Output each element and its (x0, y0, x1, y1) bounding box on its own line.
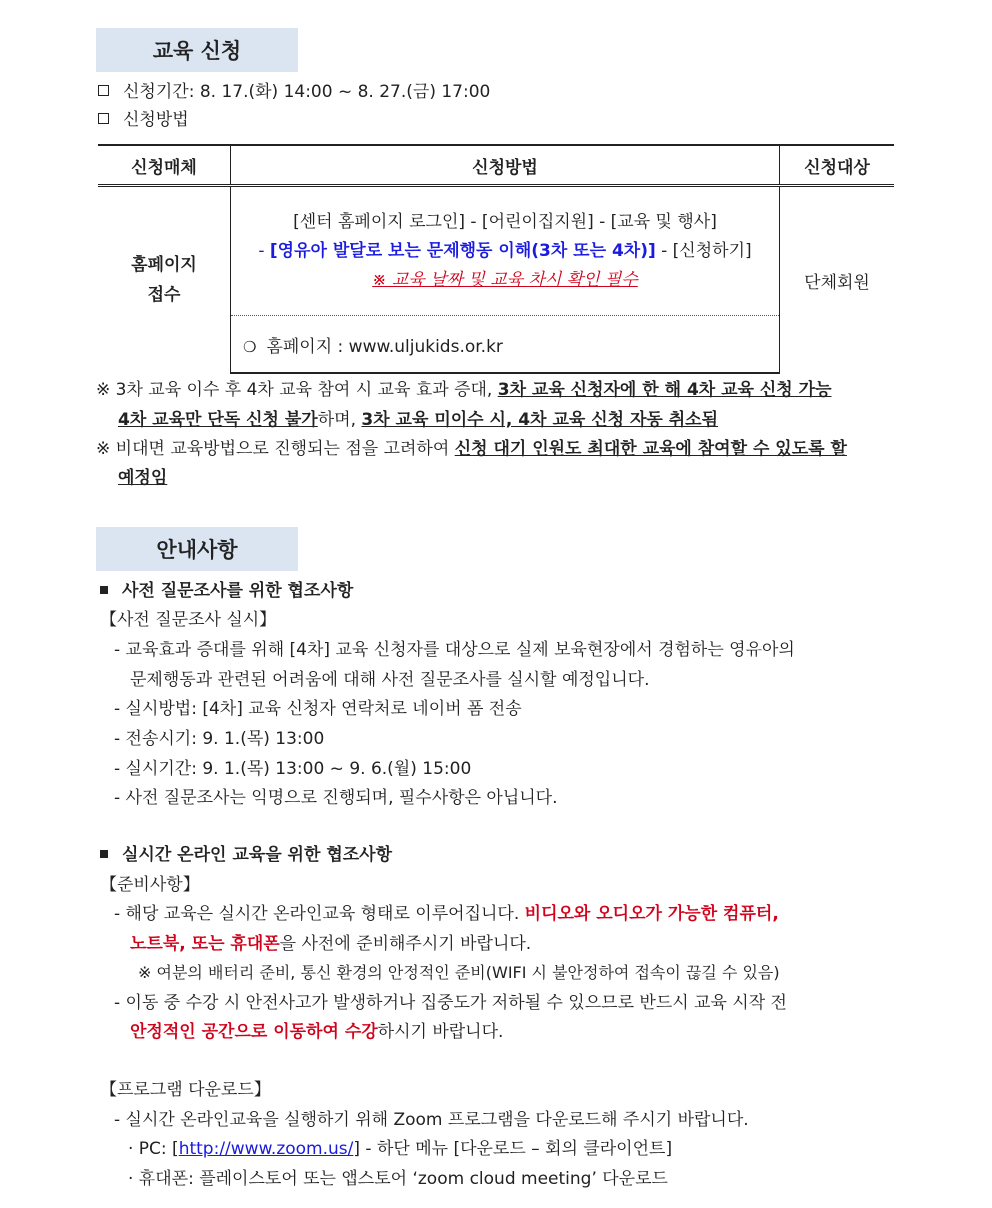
s1-title-text: 사전 질문조사를 위한 협조사항 (122, 581, 354, 601)
s3-line2-a: · PC: [ (128, 1139, 179, 1159)
header-method: 신청방법 (231, 145, 780, 186)
s2-line5 (130, 1020, 503, 1044)
note2-c: 예정임 (118, 468, 168, 488)
s2-line1-b: 비디오와 오디오가 가능한 컴퓨터, (524, 904, 779, 924)
medium-line2: 접수 (147, 285, 181, 305)
path-line2-bold: [영유아 발달로 보는 문제행동 이해(3차 또는 4차)] (269, 240, 656, 261)
s3-subheading: 【프로그램 다운로드】 (100, 1080, 271, 1100)
application-table (98, 144, 894, 374)
s3-line2 (128, 1137, 672, 1161)
s2-line4: - 이동 중 수강 시 안전사고가 발생하거나 집중도가 저하될 수 있으므로 반드시 교육 시작 전 (114, 993, 787, 1013)
note1-line2 (118, 408, 718, 432)
square-bullet-icon (98, 85, 109, 96)
s2-line5-a: 안정적인 공간으로 이동하여 수강 (130, 1022, 378, 1042)
s1-line3: - 실시방법: [4차] 교육 신청자 연락처로 네이버 폼 전송 (114, 699, 522, 719)
s2-line1 (114, 902, 779, 926)
method-path-cell (231, 186, 780, 316)
s1-line2: 문제행동과 관련된 어려움에 대해 사전 질문조사를 실시할 예정입니다. (130, 670, 650, 690)
target-cell (780, 186, 895, 374)
s2-title (100, 843, 392, 867)
s2-line1-a: - 해당 교육은 실시간 온라인교육 형태로 이루어집니다. (114, 904, 525, 924)
s1-subheading: 【사전 질문조사 실시】 (100, 610, 277, 630)
circle-bullet-icon: ❍ (243, 337, 257, 356)
note1-b: 3차 교육 신청자에 한 해 4차 교육 신청 가능 (497, 380, 832, 400)
s2-title-text: 실시간 온라인 교육을 위한 협조사항 (122, 845, 393, 865)
note2-line1 (96, 437, 847, 461)
homepage-text[interactable]: 홈페이지 : www.uljukids.or.kr (266, 336, 503, 357)
s1-line1: - 교육효과 증대를 위해 [4차] 교육 신청자를 대상으로 실제 보육현장에서 경험하는 영유아의 (114, 640, 795, 660)
header-target: 신청대상 (780, 145, 895, 186)
s2-subheading: 【준비사항】 (100, 875, 200, 895)
square-filled-bullet-icon (100, 586, 108, 594)
s3-line3: · 휴대폰: 플레이스토어 또는 앱스토어 ‘zoom cloud meeting’ 다운로드 (128, 1169, 668, 1189)
s1-line6: - 사전 질문조사는 익명으로 진행되며, 필수사항은 아닙니다. (114, 788, 558, 808)
square-filled-bullet-icon (100, 850, 108, 858)
s2-line2-b: 을 사전에 준비해주시기 바랍니다. (279, 934, 532, 954)
path-line2-pre: - (258, 240, 270, 261)
s2-line2-a: 노트북, 또는 휴대폰 (130, 934, 280, 954)
path-note: ※ 교육 날짜 및 교육 차시 확인 필수 (372, 269, 638, 290)
note1-d: 하며, (317, 410, 362, 430)
path-line2-post: - [신청하기] (655, 240, 752, 261)
apply-period-text: 신청기간: 8. 17.(화) 14:00 ~ 8. 27.(금) 17:00 (123, 82, 491, 102)
zoom-link[interactable]: http://www.zoom.us/ (178, 1139, 354, 1159)
s3-line1: - 실시간 온라인교육을 실행하기 위해 Zoom 프로그램을 다운로드해 주시기 바랍니다. (114, 1110, 749, 1130)
medium-cell (98, 186, 231, 374)
header-medium: 신청매체 (98, 145, 231, 186)
s2-line2 (130, 932, 531, 956)
s2-line3: ※ 여분의 배터리 준비, 통신 환경의 안정적인 준비(WIFI 시 불안정하여 접속이 끊길 수 있음) (138, 963, 780, 982)
apply-period (98, 80, 490, 104)
note2-b: 신청 대기 인원도 최대한 교육에 참여할 수 있도록 할 (454, 439, 847, 459)
s1-line5: - 실시기간: 9. 1.(목) 13:00 ~ 9. 6.(월) 15:00 (114, 759, 472, 779)
note2-a: ※ 비대면 교육방법으로 진행되는 점을 고려하여 (96, 439, 455, 459)
info-heading: 안내사항 (96, 527, 298, 571)
note1-c: 4차 교육만 단독 신청 불가 (118, 410, 318, 430)
s1-title (100, 579, 353, 603)
apply-heading: 교육 신청 (96, 28, 298, 72)
apply-method-label (98, 108, 189, 132)
note1-e: 3차 교육 미이수 시, 4차 교육 신청 자동 취소됨 (361, 410, 719, 430)
medium-line1: 홈페이지 (131, 255, 197, 275)
square-bullet-icon (98, 113, 109, 124)
apply-method-text: 신청방법 (123, 110, 189, 130)
s3-line2-b: ] - 하단 메뉴 [다운로드 – 회의 클라이언트] (353, 1139, 673, 1159)
target-text: 단체회원 (804, 272, 870, 293)
note1-a: ※ 3차 교육 이수 후 4차 교육 참여 시 교육 효과 증대, (96, 380, 498, 400)
note1-line1 (96, 378, 832, 402)
s1-line4: - 전송시기: 9. 1.(목) 13:00 (114, 729, 325, 749)
note2-line2 (118, 466, 167, 490)
homepage-cell (231, 316, 780, 374)
path-line1: [센터 홈페이지 로그인] - [어린이집지원] - [교육 및 행사] (293, 211, 717, 232)
s2-line5-b: 하시기 바랍니다. (377, 1022, 504, 1042)
